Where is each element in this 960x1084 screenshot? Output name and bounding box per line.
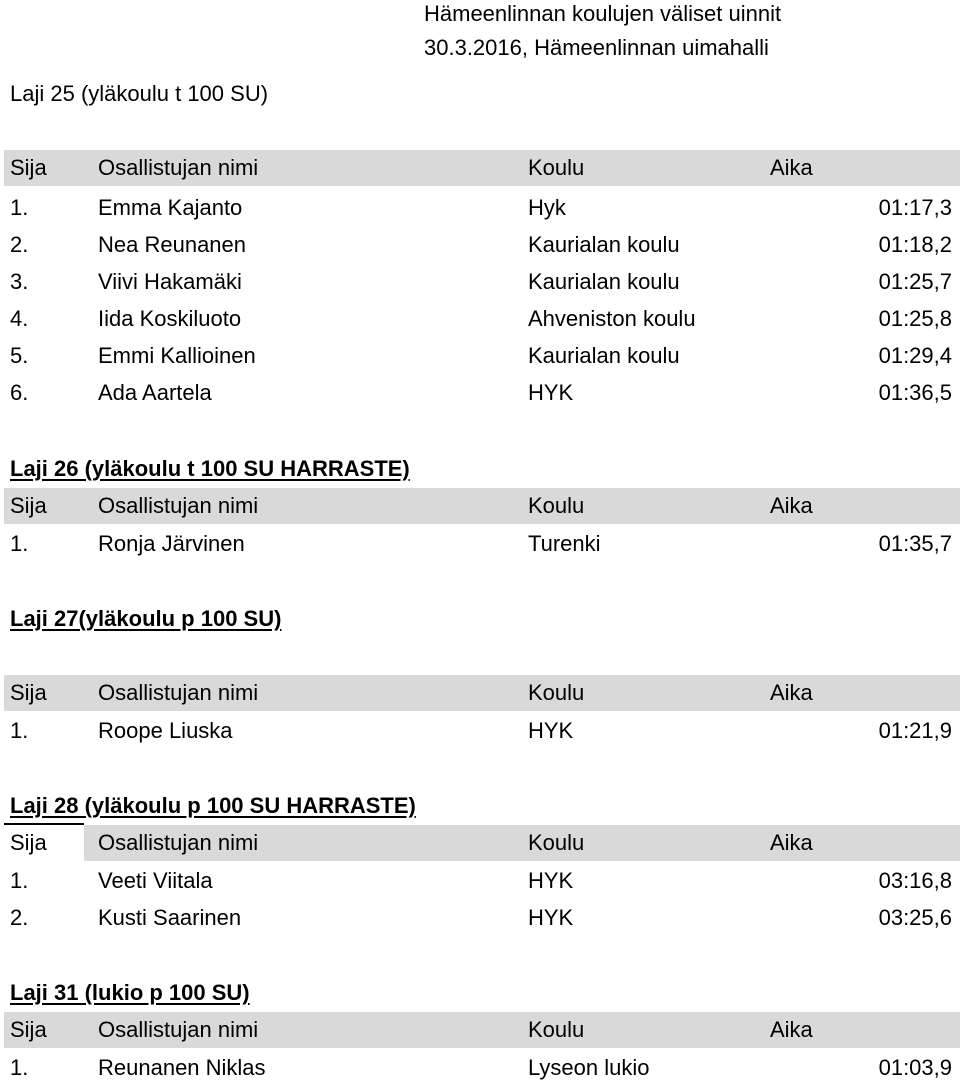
event-title: Laji 25 (yläkoulu t 100 SU) (10, 81, 269, 106)
result-school: HYK (528, 380, 574, 405)
result-school: Turenki (528, 531, 601, 556)
event-title: Laji 26 (yläkoulu t 100 SU HARRASTE) (10, 456, 410, 481)
result-place: 2. (10, 232, 29, 257)
column-header-aika: Aika (770, 493, 813, 518)
column-header-koulu: Koulu (528, 1017, 585, 1042)
result-time: 03:16,8 (878, 868, 952, 893)
page-title-line-1: Hämeenlinnan koulujen väliset uinnit (424, 1, 782, 26)
column-header-sija: Sija (10, 155, 47, 180)
column-header-koulu: Koulu (528, 830, 585, 855)
result-place: 3. (10, 269, 29, 294)
column-header-koulu: Koulu (528, 155, 585, 180)
result-school: Hyk (528, 195, 566, 220)
column-header-koulu: Koulu (528, 493, 585, 518)
column-header-sija: Sija (10, 1017, 47, 1042)
result-name: Reunanen Niklas (98, 1055, 266, 1080)
column-header-aika: Aika (770, 155, 813, 180)
result-place: 1. (10, 531, 29, 556)
result-name: Veeti Viitala (98, 868, 213, 893)
result-time: 01:35,7 (878, 531, 952, 556)
result-school: HYK (528, 905, 574, 930)
result-place: 1. (10, 868, 29, 893)
result-time: 01:18,2 (878, 232, 952, 257)
result-name: Viivi Hakamäki (98, 269, 242, 294)
event-title: Laji 27(yläkoulu p 100 SU) (10, 606, 282, 631)
result-school: Ahveniston koulu (528, 306, 696, 331)
result-school: Kaurialan koulu (528, 343, 680, 368)
result-time: 01:25,7 (878, 269, 952, 294)
result-time: 01:03,9 (878, 1055, 952, 1080)
event-title: Laji 31 (lukio p 100 SU) (10, 980, 250, 1005)
result-name: Nea Reunanen (98, 232, 247, 257)
result-school: Kaurialan koulu (528, 269, 680, 294)
column-header-sija: Sija (10, 680, 47, 705)
column-header-aika: Aika (770, 680, 813, 705)
column-header-sija: Sija (10, 493, 47, 518)
result-place: 1. (10, 1055, 29, 1080)
result-time: 01:17,3 (878, 195, 952, 220)
result-school: HYK (528, 868, 574, 893)
result-place: 1. (10, 195, 29, 220)
result-name: Emma Kajanto (98, 195, 243, 220)
result-place: 6. (10, 380, 29, 405)
event-title: Laji 28 (yläkoulu p 100 SU HARRASTE) (10, 793, 416, 818)
cell-border (4, 823, 84, 825)
result-place: 5. (10, 343, 29, 368)
column-header-aika: Aika (770, 1017, 813, 1042)
result-name: Ronja Järvinen (98, 531, 245, 556)
column-header-name: Osallistujan nimi (98, 493, 259, 518)
result-time: 01:36,5 (878, 380, 952, 405)
result-time: 01:25,8 (878, 306, 952, 331)
page-title-line-2: 30.3.2016, Hämeenlinnan uimahalli (424, 35, 769, 60)
result-school: HYK (528, 718, 574, 743)
result-place: 4. (10, 306, 29, 331)
column-header-name: Osallistujan nimi (98, 830, 259, 855)
result-name: Kusti Saarinen (98, 905, 242, 930)
result-place: 1. (10, 718, 29, 743)
column-header-name: Osallistujan nimi (98, 1017, 259, 1042)
result-name: Roope Liuska (98, 718, 233, 743)
result-name: Emmi Kallioinen (98, 343, 256, 368)
result-time: 01:21,9 (878, 718, 952, 743)
result-name: Iida Koskiluoto (98, 306, 242, 331)
result-school: Lyseon lukio (528, 1055, 650, 1080)
result-place: 2. (10, 905, 29, 930)
column-header-koulu: Koulu (528, 680, 585, 705)
column-header-name: Osallistujan nimi (98, 155, 259, 180)
result-time: 01:29,4 (878, 343, 952, 368)
column-header-name: Osallistujan nimi (98, 680, 259, 705)
column-header-sija: Sija (10, 830, 47, 855)
result-time: 03:25,6 (878, 905, 952, 930)
result-name: Ada Aartela (98, 380, 212, 405)
result-school: Kaurialan koulu (528, 232, 680, 257)
column-header-aika: Aika (770, 830, 813, 855)
